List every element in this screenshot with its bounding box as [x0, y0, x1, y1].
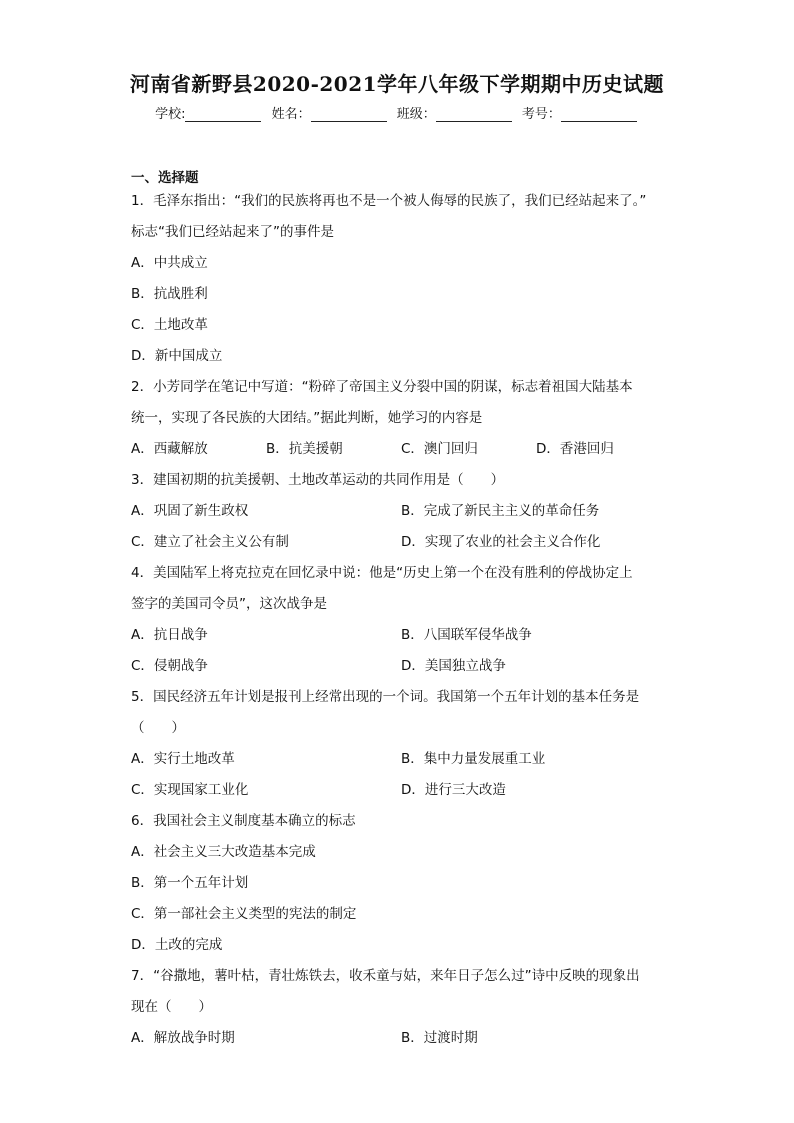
- question-7: [131, 965, 671, 1058]
- option-d[interactable]: D．进行三大改造: [401, 782, 506, 798]
- options-row: [131, 624, 671, 655]
- option-b[interactable]: B．抗美援朝: [266, 441, 343, 457]
- name-label: 姓名：: [271, 107, 311, 122]
- options-row: [131, 500, 671, 531]
- option-b[interactable]: B．集中力量发展重工业: [401, 751, 546, 767]
- option-d[interactable]: D．美国独立战争: [401, 658, 506, 674]
- option-a[interactable]: A．中共成立: [131, 255, 208, 271]
- school-blank[interactable]: [185, 107, 261, 122]
- options-row: [131, 1027, 671, 1058]
- exam-number-field[interactable]: [522, 103, 639, 122]
- option-b[interactable]: B．抗战胜利: [131, 286, 208, 302]
- name-field[interactable]: [272, 103, 389, 122]
- question-2: [131, 376, 671, 469]
- options-row: [131, 779, 671, 810]
- option-b[interactable]: B．八国联军侵华战争: [401, 627, 532, 643]
- option-b[interactable]: B．完成了新民主主义的革命任务: [401, 503, 600, 519]
- exam-number-label: 考号：: [521, 107, 561, 122]
- option-a[interactable]: A．西藏解放: [131, 441, 208, 457]
- question-text: 签字的美国司令员”，这次战争是: [131, 596, 327, 612]
- option-a[interactable]: A．巩固了新生政权: [131, 503, 249, 519]
- option-b[interactable]: B．第一个五年计划: [131, 875, 249, 891]
- options-row: [131, 748, 671, 779]
- school-label: 学校:: [155, 107, 186, 122]
- question-text: （ ）: [131, 720, 185, 736]
- option-c[interactable]: C．土地改革: [131, 317, 208, 333]
- question-text: 7．“谷撒地，薯叶枯，青壮炼铁去，收禾童与姑，来年日子怎么过”诗中反映的现象出: [131, 968, 640, 984]
- question-text: 2．小芳同学在笔记中写道：“粉碎了帝国主义分裂中国的阴谋，标志着祖国大陆基本: [131, 379, 633, 395]
- question-6: [131, 810, 671, 965]
- option-c[interactable]: C．实现国家工业化: [131, 782, 249, 798]
- option-d[interactable]: D．新中国成立: [131, 348, 223, 364]
- question-text: 标志“我们已经站起来了”的事件是: [131, 224, 334, 240]
- option-a[interactable]: A．实行土地改革: [131, 751, 235, 767]
- option-a[interactable]: A．解放战争时期: [131, 1030, 235, 1046]
- option-d[interactable]: D．香港回归: [536, 441, 614, 457]
- option-b[interactable]: B．过渡时期: [401, 1030, 478, 1046]
- options-row: [131, 438, 671, 469]
- school-field[interactable]: [155, 103, 263, 122]
- question-5: [131, 686, 671, 810]
- page-title: 河南省新野县2020-2021学年八年级下学期期中历史试题: [129, 72, 665, 96]
- question-text: 4．美国陆军上将克拉克在回忆录中说：他是“历史上第一个在没有胜利的停战协定上: [131, 565, 633, 581]
- question-text: 现在（ ）: [131, 999, 212, 1015]
- options-row: [131, 655, 671, 686]
- option-c[interactable]: C．澳门回归: [401, 441, 478, 457]
- question-text: 统一，实现了各民族的大团结。”据此判断，她学习的内容是: [131, 410, 483, 426]
- option-d[interactable]: D．土改的完成: [131, 937, 223, 953]
- options-row: [131, 531, 671, 562]
- option-c[interactable]: C．第一部社会主义类型的宪法的制定: [131, 906, 357, 922]
- question-list: [131, 190, 671, 1058]
- student-info-row: [0, 103, 794, 122]
- class-blank[interactable]: [436, 107, 512, 122]
- class-label: 班级：: [396, 107, 436, 122]
- option-a[interactable]: A．抗日战争: [131, 627, 208, 643]
- question-3: [131, 469, 671, 562]
- option-c[interactable]: C．建立了社会主义公有制: [131, 534, 289, 550]
- option-d[interactable]: D．实现了农业的社会主义合作化: [401, 534, 601, 550]
- name-blank[interactable]: [311, 107, 387, 122]
- option-a[interactable]: A．社会主义三大改造基本完成: [131, 844, 316, 860]
- question-1: [131, 190, 671, 376]
- exam-number-blank[interactable]: [561, 107, 637, 122]
- class-field[interactable]: [397, 103, 514, 122]
- section-title: 一、选择题: [131, 170, 199, 186]
- question-text: 1．毛泽东指出：“我们的民族将再也不是一个被人侮辱的民族了，我们已经站起来了。”: [131, 193, 647, 209]
- question-4: [131, 562, 671, 686]
- option-c[interactable]: C．侵朝战争: [131, 658, 208, 674]
- question-text: 5．国民经济五年计划是报刊上经常出现的一个词。我国第一个五年计划的基本任务是: [131, 689, 640, 705]
- question-text: 3．建国初期的抗美援朝、土地改革运动的共同作用是（ ）: [131, 472, 505, 488]
- question-text: 6．我国社会主义制度基本确立的标志: [131, 813, 356, 829]
